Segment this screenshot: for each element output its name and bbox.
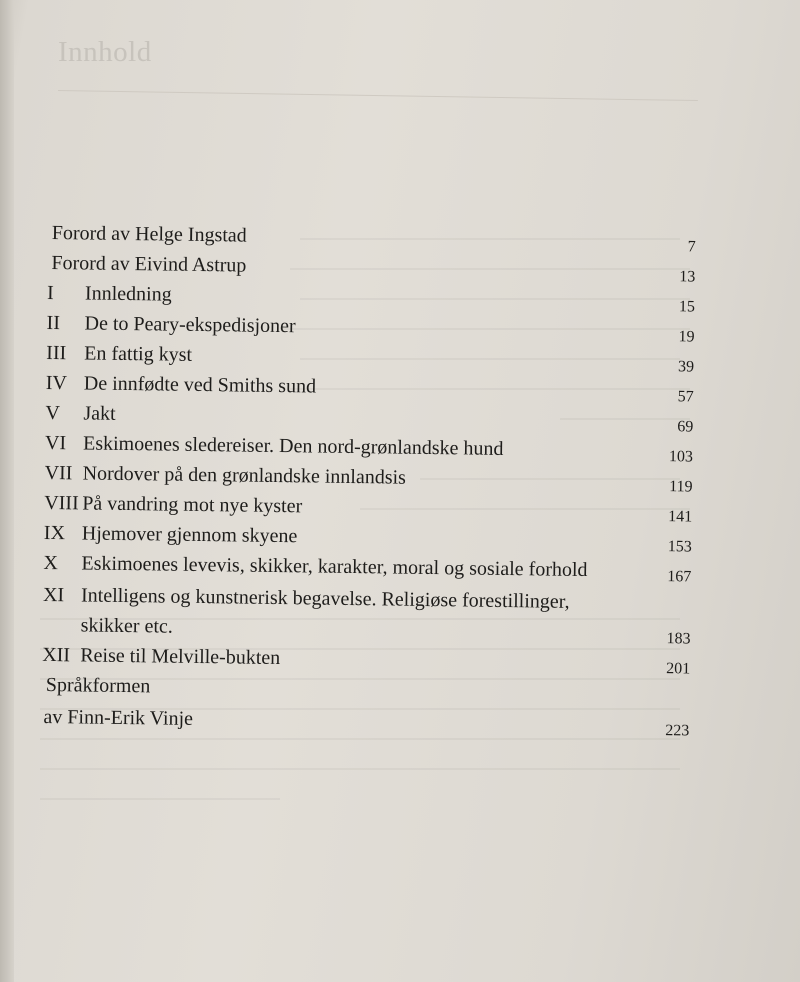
toc-entry-page: 119 bbox=[669, 478, 693, 496]
toc-entry-page: 153 bbox=[667, 538, 692, 556]
toc-entry-title: Eskimoenes levevis, skikker, karakter, moral og sosiale forhold bbox=[81, 552, 588, 582]
toc-entry-title: Eskimoenes sledereiser. Den nord-grønlandske hund bbox=[82, 432, 504, 460]
toc-entry-number: VII bbox=[44, 461, 73, 485]
toc-entry-page: 57 bbox=[677, 388, 694, 406]
toc-entry-title: De to Peary-ekspedisjoner bbox=[84, 312, 296, 338]
toc-entry-number: III bbox=[46, 341, 67, 365]
toc-entry-title: Forord av Helge Ingstad bbox=[51, 222, 247, 247]
toc-entry-number: V bbox=[45, 401, 61, 425]
toc-entry-page: 183 bbox=[666, 630, 691, 648]
toc-entry-title: Nordover på den grønlandske innlandsis bbox=[82, 462, 407, 489]
toc-entry-title: En fattig kyst bbox=[84, 342, 193, 366]
table-of-contents bbox=[0, 217, 800, 767]
toc-entry-title: Forord av Eivind Astrup bbox=[51, 252, 247, 277]
toc-entry-title: Jakt bbox=[83, 402, 116, 425]
toc-entry-number: II bbox=[46, 311, 61, 335]
toc-entry-title: Intelligens og kunstnerisk begavelse. Religiøse forestillinger, bbox=[80, 584, 570, 613]
page-title: Innhold bbox=[58, 36, 152, 68]
title-rule bbox=[58, 90, 698, 101]
toc-entry-page: 19 bbox=[678, 328, 695, 346]
toc-entry-title: skikker etc. bbox=[80, 614, 173, 638]
toc-entry-page: 39 bbox=[677, 358, 695, 376]
toc-entry-number: IV bbox=[45, 371, 68, 395]
toc-entry-title: Hjemover gjennom skyene bbox=[81, 522, 298, 548]
toc-entry-page bbox=[606, 683, 690, 684]
toc-entry-title: Språkformen bbox=[45, 673, 151, 698]
toc-entry-page: 7 bbox=[687, 238, 696, 256]
toc-entry-page bbox=[607, 593, 691, 594]
toc-entry-page: 167 bbox=[667, 568, 692, 586]
toc-entry-title: På vandring mot nye kyster bbox=[82, 492, 303, 518]
toc-entry-page: 223 bbox=[665, 722, 690, 740]
toc-entry-title: av Finn-Erik Vinje bbox=[43, 705, 194, 730]
toc-entry-number: XI bbox=[42, 583, 65, 607]
toc-entry-number: X bbox=[43, 551, 59, 575]
toc-entry-title: Reise til Melville-bukten bbox=[80, 644, 281, 670]
toc-entry-number: VI bbox=[44, 431, 67, 455]
toc-entry-page: 141 bbox=[668, 508, 693, 526]
toc-entry-page: 69 bbox=[677, 418, 694, 436]
toc-entry-title: Innledning bbox=[84, 282, 172, 306]
toc-entry-number: I bbox=[46, 281, 54, 305]
toc-entry-page: 15 bbox=[678, 298, 696, 316]
toc-entry-page: 13 bbox=[679, 268, 696, 286]
toc-entry-number: IX bbox=[43, 521, 66, 545]
toc-entry-page: 103 bbox=[668, 448, 694, 466]
toc-entry-number: XII bbox=[42, 643, 71, 667]
toc-entry-number: VIII bbox=[44, 491, 79, 515]
toc-entry-title: De innfødte ved Smiths sund bbox=[83, 372, 317, 398]
toc-entry-page: 201 bbox=[666, 660, 691, 678]
